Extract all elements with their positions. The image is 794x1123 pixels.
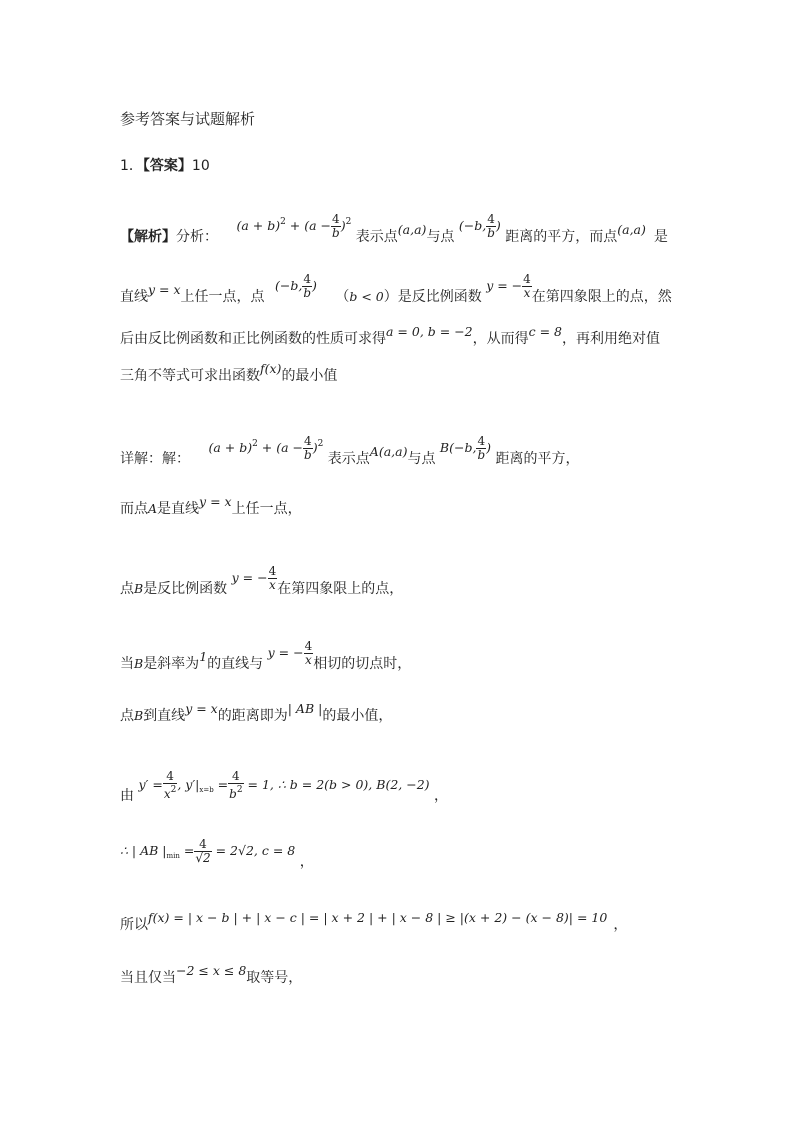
answer-tag: 【答案】 [142, 158, 192, 174]
detail-text: 由 [120, 788, 134, 804]
detail-line-3 [120, 564, 404, 603]
math-point: (a,a) [617, 222, 646, 237]
math-var: A [148, 501, 158, 516]
analysis-text: ，再利用绝对值 [562, 331, 660, 347]
analysis-text: 表示点 [355, 229, 398, 245]
math-range: −2 ≤ x ≤ 8 [176, 963, 247, 978]
analysis-tag: 【解析】 [120, 229, 176, 245]
math-values: c = 8 [528, 324, 562, 339]
analysis-text: 分析： [176, 229, 218, 245]
detail-text: 当 [120, 656, 134, 672]
math-inequality: f(x) = | x − b | + | x − c | = | x + 2 | + | x − 8 | ≥ |(x + 2) − (x − 8)| = 10 [148, 910, 608, 925]
detail-line-4 [120, 639, 412, 678]
analysis-line-4 [120, 361, 338, 385]
math-distance: ∴ | AB $|_{min}$ = $\frac{4}{√2}$ = 2√2, c = 8 [120, 837, 296, 865]
analysis-text: 与点 [426, 229, 455, 245]
detail-line-1 [120, 434, 580, 473]
detail-text: ， [433, 788, 448, 804]
detail-text: 到直线 [143, 708, 186, 724]
detail-text: ， [299, 854, 314, 870]
analysis-text: 直线 [120, 289, 148, 305]
math-function: f(x) [260, 361, 282, 376]
math-var: B [134, 708, 144, 723]
detail-text: 点 [120, 708, 134, 724]
analysis-text: 在第四象限上的点，然 [531, 289, 672, 305]
detail-text: ， [613, 917, 628, 933]
detail-text: 表示点 [327, 451, 370, 467]
math-condition: b < 0 [349, 289, 384, 304]
detail-text: 在第四象限上的点， [277, 581, 404, 597]
analysis-line-2: 直线y = x上任一点，点 (−b, $\frac{4}{b}$ ) （b < 0）是反比例函数 y = − $\frac{4}{x}$ 在第四象限上的点，然 [120, 272, 672, 305]
detail-text: 的最小值， [322, 708, 393, 724]
math-function: y = − $\frac{4}{x}$ [486, 272, 531, 300]
math-function: y = − $\frac{4}{x}$ [231, 564, 277, 592]
detail-text: 而点 [120, 501, 148, 517]
detail-text: 的距离即为 [217, 708, 288, 724]
analysis-line-3 [120, 324, 660, 348]
math-var: B [134, 581, 144, 596]
math-point: (−b, $\frac{4}{b}$ ) [275, 272, 317, 300]
detail-text: 是斜率为 [143, 656, 200, 672]
math-point: B(−b, $\frac{4}{b}$ ) [439, 434, 492, 462]
answer-line [120, 157, 210, 175]
analysis-text: 距离的平方，而点 [505, 229, 618, 245]
math-expression: $(a + b)^2 + (a$ − $\frac{4}{b}$ )$^2$ [236, 212, 352, 240]
detail-text: 是直线 [157, 501, 200, 517]
detail-line-7 [120, 837, 314, 876]
detail-text: 相切的切点时， [313, 656, 412, 672]
math-line-eq: y = x [185, 701, 218, 716]
math-expression: $(a + b)^2 + (a$ − $\frac{4}{b}$ )$^2$ [208, 434, 324, 462]
math-abs: | AB | [287, 701, 323, 716]
math-point: (a,a) [397, 222, 427, 237]
math-var: B [134, 656, 144, 671]
detail-text: 的直线与 [207, 656, 264, 672]
detail-text: 详解：解： [120, 451, 190, 467]
math-line-eq: y = x [148, 282, 181, 297]
detail-text: 所以 [120, 917, 148, 933]
math-point: (−b, $\frac{4}{b}$ ) [458, 212, 501, 240]
analysis-text: ，从而得 [472, 331, 529, 347]
analysis-text: 后由反比例函数和正比例函数的性质可求得 [120, 331, 386, 347]
analysis-text: 三角不等式可求出函数 [120, 368, 260, 384]
analysis-line-1 [120, 212, 668, 251]
detail-text: 与点 [407, 451, 436, 467]
detail-line-8 [120, 910, 628, 934]
detail-line-2 [120, 494, 302, 518]
detail-text: 点 [120, 581, 134, 597]
question-number: 1． [120, 158, 143, 174]
section-title: 参考答案与试题解析 [120, 110, 256, 128]
detail-text: 当且仅当 [120, 970, 176, 986]
analysis-text: ）是反比例函数 [383, 289, 482, 305]
detail-line-9 [120, 963, 303, 987]
detail-line-6 [120, 769, 448, 812]
analysis-text: 是 [653, 229, 668, 245]
math-var: 1 [199, 649, 208, 664]
detail-text: 距离的平方， [495, 451, 580, 467]
math-point: A(a,a) [369, 444, 408, 459]
math-function: y = − $\frac{4}{x}$ [267, 639, 313, 667]
math-derivative: y′ = $\frac{4}{x^2}$ , $y'|_{x=b}$ = $\frac{4}{b^2}$ = 1, ∴ b = 2(b > 0), B(2, −2) [138, 769, 430, 801]
math-values: a = 0, b = −2 [386, 324, 473, 339]
detail-line-5 [120, 701, 393, 725]
detail-text: 上任一点， [231, 501, 302, 517]
answer-value: 10 [191, 158, 210, 174]
analysis-text: 上任一点，点 [180, 289, 265, 305]
detail-text: 是反比例函数 [143, 581, 228, 597]
analysis-text: 的最小值 [281, 368, 338, 384]
detail-text: 取等号， [246, 970, 303, 986]
math-line-eq: y = x [199, 494, 232, 509]
